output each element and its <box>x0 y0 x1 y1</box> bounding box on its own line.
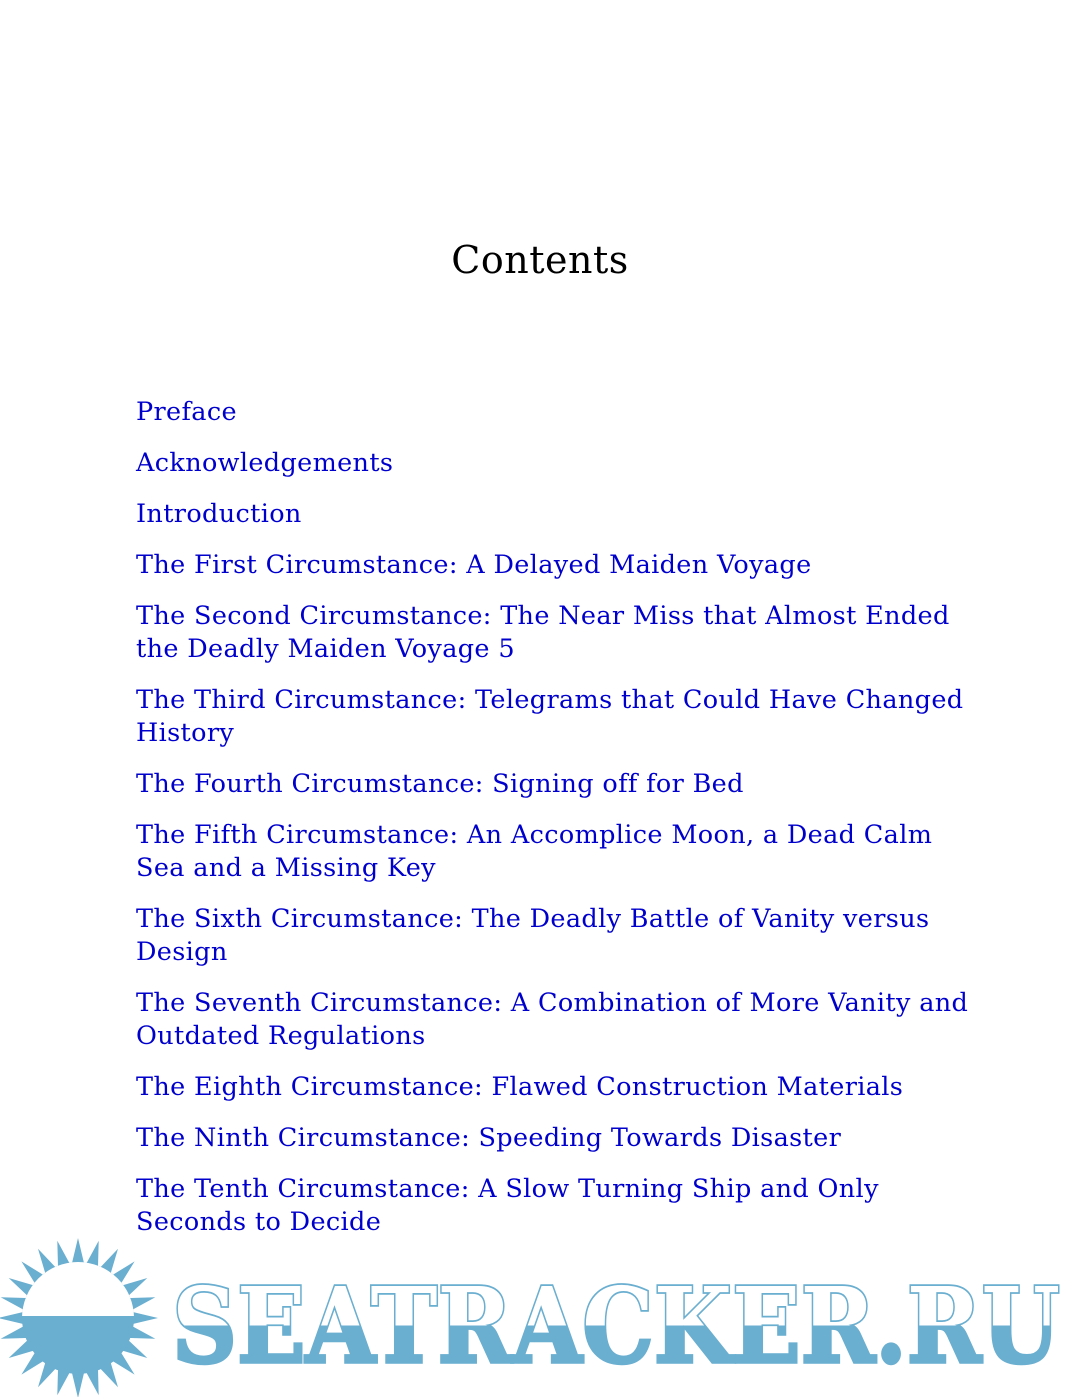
toc-link-second-circumstance[interactable]: The Second Circumstance: The Near Miss that Almost Ended the Deadly Maiden Voyage 5 <box>136 601 950 664</box>
toc-link-introduction[interactable]: Introduction <box>136 499 302 529</box>
toc-link-tenth-circumstance[interactable]: The Tenth Circumstance: A Slow Turning Ship and Only Seconds to Decide <box>136 1174 879 1237</box>
toc-link-third-circumstance[interactable]: The Third Circumstance: Telegrams that Could Have Changed History <box>136 685 964 748</box>
toc-entry <box>136 684 976 750</box>
seatracker-watermark-logo <box>0 1238 1080 1397</box>
toc-entry <box>136 819 976 885</box>
toc-entry <box>136 549 976 582</box>
toc-entry <box>136 1122 976 1155</box>
toc-entry <box>136 1071 976 1104</box>
toc-entry <box>136 1173 976 1239</box>
toc-link-sixth-circumstance[interactable]: The Sixth Circumstance: The Deadly Battle of Vanity versus Design <box>136 904 930 967</box>
toc-link-fourth-circumstance[interactable]: The Fourth Circumstance: Signing off for Bed <box>136 769 744 799</box>
sun-burst-icon <box>0 1238 158 1397</box>
table-of-contents <box>136 396 976 1257</box>
toc-link-ninth-circumstance[interactable]: The Ninth Circumstance: Speeding Towards Disaster <box>136 1123 842 1153</box>
watermark-wordmark: SEATRACKER.RU <box>172 1264 1060 1387</box>
toc-link-fifth-circumstance[interactable]: The Fifth Circumstance: An Accomplice Moon, a Dead Calm Sea and a Missing Key <box>136 820 933 883</box>
toc-link-seventh-circumstance[interactable]: The Seventh Circumstance: A Combination of More Vanity and Outdated Regulations <box>136 988 969 1051</box>
toc-entry <box>136 600 976 666</box>
toc-entry <box>136 987 976 1053</box>
toc-link-first-circumstance[interactable]: The First Circumstance: A Delayed Maiden Voyage <box>136 550 812 580</box>
toc-entry <box>136 447 976 480</box>
toc-link-preface[interactable]: Preface <box>136 397 237 427</box>
toc-link-eighth-circumstance[interactable]: The Eighth Circumstance: Flawed Construction Materials <box>136 1072 904 1102</box>
page-title: Contents <box>451 238 629 282</box>
toc-link-acknowledgements[interactable]: Acknowledgements <box>136 448 394 478</box>
toc-entry <box>136 498 976 531</box>
toc-entry <box>136 903 976 969</box>
toc-entry <box>136 396 976 429</box>
toc-entry <box>136 768 976 801</box>
